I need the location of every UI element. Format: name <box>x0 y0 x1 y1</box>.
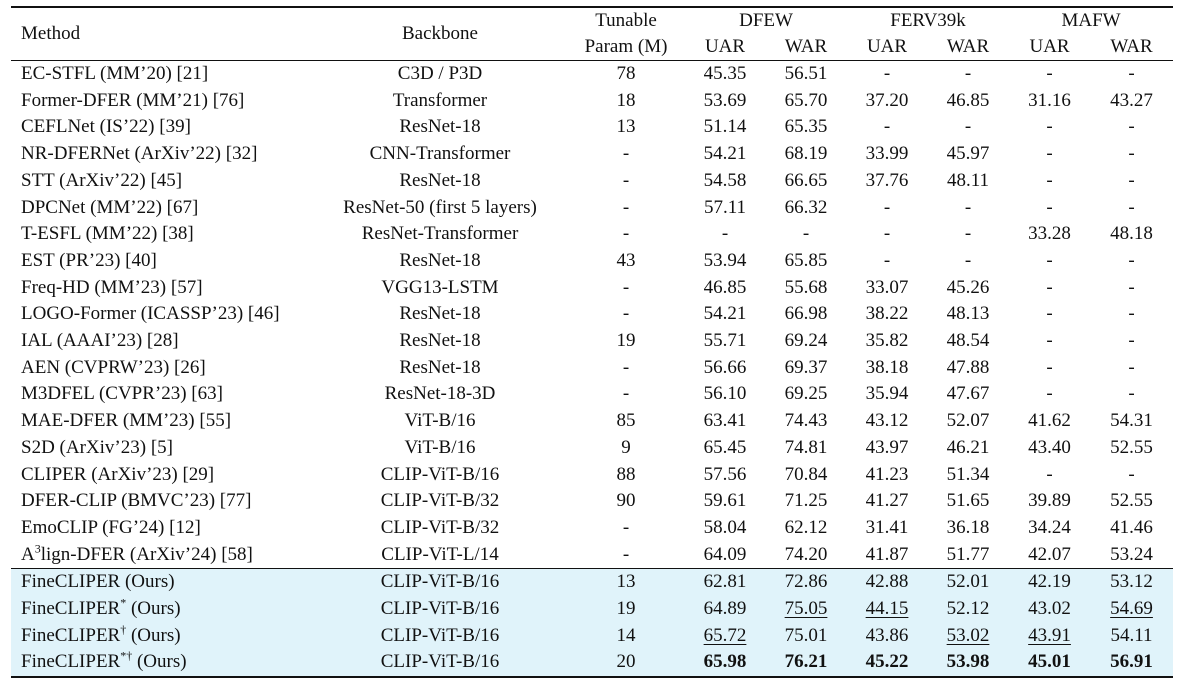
header-dataset-mafw: MAFW <box>1061 10 1121 31</box>
dfew-uar <box>685 569 765 596</box>
backbone: ResNet-18-3D <box>384 383 496 405</box>
backbone: CLIP-ViT-B/32 <box>380 516 500 538</box>
mafw-uar: - <box>1046 169 1053 191</box>
score-value: 62.81 <box>703 571 747 593</box>
backbone: ResNet-50 (first 5 layers) <box>343 196 537 218</box>
tunable-params: - <box>622 223 630 245</box>
method-name: IAL (AAAI’23) [28] <box>21 330 179 352</box>
score-value: 45.22 <box>865 651 909 673</box>
dfew-uar <box>685 596 765 623</box>
dfew-uar: 56.10 <box>703 383 747 405</box>
tunable-params: 14 <box>567 623 685 650</box>
ferv39k-war: 52.07 <box>946 410 990 432</box>
mafw-uar <box>1009 596 1090 623</box>
mafw-uar: - <box>1046 249 1053 271</box>
ferv39k-war: 47.88 <box>946 356 990 378</box>
backbone: CLIP-ViT-B/16 <box>313 569 567 596</box>
mafw-war: 52.55 <box>1110 436 1153 458</box>
ferv39k-uar: 37.76 <box>865 169 909 191</box>
ferv39k-uar <box>847 623 927 650</box>
mafw-uar: - <box>1046 143 1053 165</box>
dfew-war: 74.20 <box>784 543 828 565</box>
mafw-war: - <box>1128 196 1135 218</box>
dfew-war: - <box>802 223 810 245</box>
score-value: 42.19 <box>1028 571 1071 593</box>
dfew-war: 70.84 <box>784 463 828 485</box>
score-value: 53.12 <box>1110 571 1153 593</box>
ours-label: (Ours) <box>126 598 181 620</box>
mafw-war: - <box>1128 330 1135 352</box>
tunable-params: - <box>622 383 630 405</box>
ferv39k-uar: 31.41 <box>865 516 909 538</box>
mafw-uar: - <box>1046 463 1053 485</box>
ferv39k-uar <box>847 596 927 623</box>
dfew-war: 68.19 <box>784 143 828 165</box>
tunable-params: - <box>622 356 630 378</box>
mafw-uar <box>1009 623 1090 650</box>
dfew-war: 56.51 <box>784 63 828 84</box>
table-row <box>11 355 1173 382</box>
ferv39k-uar: 41.87 <box>865 543 909 565</box>
backbone: ResNet-18 <box>399 169 481 191</box>
tunable-params: 78 <box>616 63 636 84</box>
ferv39k-uar: - <box>883 63 891 84</box>
dfew-uar: 55.71 <box>703 330 747 352</box>
ferv39k-war: 48.11 <box>947 169 990 191</box>
variant-marker: * <box>120 595 127 610</box>
ferv39k-war: 51.77 <box>946 543 990 565</box>
mafw-uar: - <box>1046 276 1053 298</box>
ferv39k-uar: 35.94 <box>865 383 909 405</box>
header-ferv39k-war: WAR <box>946 36 990 57</box>
ferv39k-uar <box>847 649 927 677</box>
score-value: 44.15 <box>865 598 909 620</box>
tunable-params: - <box>622 143 630 165</box>
score-value: 75.05 <box>784 598 828 620</box>
header-tunable: Tunable <box>595 10 657 31</box>
table-row <box>11 435 1173 462</box>
score-value: 43.91 <box>1028 624 1071 646</box>
table-row <box>11 381 1173 408</box>
dfew-war: 69.37 <box>784 356 828 378</box>
mafw-war: 41.46 <box>1110 516 1153 538</box>
backbone: C3D / P3D <box>397 63 483 84</box>
backbone: ViT-B/16 <box>404 436 476 458</box>
dfew-war: 62.12 <box>784 516 828 538</box>
ferv39k-uar: - <box>883 223 891 245</box>
dfew-war: 65.35 <box>784 116 828 138</box>
dfew-uar: 65.45 <box>703 436 747 458</box>
ours-label: (Ours) <box>132 651 187 673</box>
method-name-base: FineCLIPER <box>21 651 121 673</box>
ours-rows <box>11 569 1173 677</box>
mafw-war: - <box>1128 463 1135 485</box>
mafw-uar: 39.89 <box>1028 490 1071 512</box>
ferv39k-war: - <box>964 196 972 218</box>
mafw-uar <box>1009 649 1090 677</box>
method-name <box>11 649 313 677</box>
ours-label: (Ours) <box>126 624 181 646</box>
tunable-params: 88 <box>616 463 636 485</box>
mafw-uar: 33.28 <box>1028 223 1071 245</box>
comparison-table <box>11 6 1173 678</box>
dfew-war: 65.70 <box>784 89 828 111</box>
method-name-base: FineCLIPER <box>21 598 121 620</box>
backbone: ResNet-18 <box>399 356 481 378</box>
method-name: EST (PR’23) [40] <box>21 249 157 271</box>
table-row <box>11 408 1173 435</box>
table-row <box>11 515 1173 542</box>
dfew-war <box>765 649 847 677</box>
mafw-war <box>1090 649 1173 677</box>
dfew-war: 55.68 <box>784 276 828 298</box>
ferv39k-uar: 41.23 <box>865 463 909 485</box>
ours-label: (Ours) <box>120 571 175 593</box>
method-name: EC-STFL (MM’20) [21] <box>21 63 209 84</box>
table-row <box>11 221 1173 248</box>
dfew-uar <box>685 649 765 677</box>
ferv39k-war: 51.34 <box>946 463 990 485</box>
table-row <box>11 301 1173 328</box>
method-name <box>11 569 313 596</box>
variant-marker: † <box>120 622 127 637</box>
tunable-params: 20 <box>567 649 685 677</box>
table-row <box>11 328 1173 355</box>
dfew-uar: 53.94 <box>703 249 747 271</box>
ferv39k-war: 48.54 <box>946 330 990 352</box>
dfew-uar: 57.56 <box>703 463 747 485</box>
score-value: 43.86 <box>865 624 909 646</box>
dfew-war: 66.32 <box>784 196 828 218</box>
mafw-war <box>1090 596 1173 623</box>
score-value: 42.88 <box>865 571 909 593</box>
tunable-params: 9 <box>621 436 631 458</box>
backbone: ResNet-18 <box>399 303 481 325</box>
mafw-uar: - <box>1046 196 1053 218</box>
method-name: M3DFEL (CVPR’23) [63] <box>21 383 223 405</box>
mafw-war: 54.31 <box>1110 410 1153 432</box>
table-row <box>11 462 1173 489</box>
ferv39k-uar: 33.07 <box>865 276 909 298</box>
method-name-suffix: lign-DFER (ArXiv’24) [58] <box>40 543 253 565</box>
dfew-war <box>765 596 847 623</box>
header-mafw-uar: UAR <box>1029 36 1070 57</box>
mafw-uar: - <box>1046 356 1053 378</box>
ferv39k-war: 46.21 <box>946 436 990 458</box>
dfew-uar <box>685 623 765 650</box>
header-dfew-war: WAR <box>784 36 828 57</box>
ferv39k-war <box>927 569 1009 596</box>
tunable-params: 43 <box>616 249 636 271</box>
tunable-params: - <box>622 516 630 538</box>
dfew-war <box>765 569 847 596</box>
header-ferv39k-uar: UAR <box>866 36 908 57</box>
backbone: Transformer <box>392 89 488 111</box>
score-value: 56.91 <box>1110 651 1153 673</box>
method-name: NR-DFERNet (ArXiv’22) [32] <box>21 143 258 165</box>
header-dataset-dfew: DFEW <box>739 10 793 31</box>
score-value: 43.02 <box>1028 598 1071 620</box>
dfew-war: 74.81 <box>784 436 828 458</box>
dfew-uar: 59.61 <box>703 490 747 512</box>
table-row-ours <box>11 569 1173 596</box>
mafw-war: 53.24 <box>1110 543 1153 565</box>
method-name: LOGO-Former (ICASSP’23) [46] <box>21 303 280 325</box>
mafw-uar: 34.24 <box>1028 516 1071 538</box>
tunable-params: - <box>622 276 630 298</box>
header-dfew-uar: UAR <box>704 36 746 57</box>
mafw-war: 43.27 <box>1110 89 1153 111</box>
method-name-superscript: 3 <box>34 541 41 556</box>
score-value: 52.01 <box>946 571 990 593</box>
dfew-war: 69.25 <box>784 383 828 405</box>
ferv39k-war: - <box>964 223 972 245</box>
tunable-params: 13 <box>567 569 685 596</box>
dfew-war: 66.98 <box>784 303 828 325</box>
dfew-war <box>765 623 847 650</box>
table-row <box>11 141 1173 168</box>
tunable-params: 18 <box>616 89 636 111</box>
ferv39k-uar <box>847 569 927 596</box>
header-mafw-war: WAR <box>1110 36 1153 57</box>
ferv39k-war <box>927 649 1009 677</box>
mafw-uar: 43.40 <box>1028 436 1071 458</box>
mafw-war: - <box>1128 249 1135 271</box>
ferv39k-war: 46.85 <box>946 89 990 111</box>
backbone: CLIP-ViT-L/14 <box>381 543 499 565</box>
tunable-params: 19 <box>616 330 636 352</box>
table-row <box>11 275 1173 302</box>
dfew-uar: 63.41 <box>703 410 747 432</box>
table-row-ours <box>11 596 1173 623</box>
method-name: S2D (ArXiv’23) [5] <box>21 436 173 458</box>
dfew-uar: 56.66 <box>703 356 747 378</box>
score-value: 54.69 <box>1110 598 1153 620</box>
backbone: CLIP-ViT-B/16 <box>313 596 567 623</box>
method-name: CLIPER (ArXiv’23) [29] <box>21 463 215 485</box>
header-dataset-ferv39k: FERV39k <box>890 10 966 31</box>
table-row <box>11 88 1173 115</box>
method-name: DPCNet (MM’22) [67] <box>21 196 199 218</box>
method-name: AEN (CVPRW’23) [26] <box>21 356 206 378</box>
table-row <box>11 195 1173 222</box>
score-value: 65.72 <box>703 624 747 646</box>
ferv39k-uar: 38.22 <box>865 303 909 325</box>
mafw-uar: - <box>1046 63 1053 84</box>
dfew-uar: 54.21 <box>703 143 747 165</box>
results-table-container <box>11 6 1173 678</box>
score-value: 52.12 <box>946 598 990 620</box>
score-value: 54.11 <box>1110 624 1153 646</box>
ferv39k-war <box>927 596 1009 623</box>
dfew-war: 71.25 <box>784 490 828 512</box>
ferv39k-uar: 37.20 <box>865 89 909 111</box>
mafw-war: - <box>1128 276 1135 298</box>
dfew-uar: 54.21 <box>703 303 747 325</box>
method-name <box>11 542 313 569</box>
score-value: 76.21 <box>784 651 828 673</box>
method-name: EmoCLIP (FG’24) [12] <box>21 516 201 538</box>
tunable-params: 13 <box>616 116 636 138</box>
header-param: Param (M) <box>584 36 668 57</box>
header-backbone: Backbone <box>313 7 567 61</box>
ferv39k-war: 48.13 <box>946 303 990 325</box>
dfew-uar: 58.04 <box>703 516 747 538</box>
table-row-ours <box>11 623 1173 650</box>
score-value: 72.86 <box>784 571 828 593</box>
mafw-war <box>1090 569 1173 596</box>
score-value: 45.01 <box>1028 651 1071 673</box>
backbone: CLIP-ViT-B/32 <box>380 490 500 512</box>
dfew-war: 66.65 <box>784 169 828 191</box>
dfew-war: 69.24 <box>784 330 828 352</box>
table-row <box>11 248 1173 275</box>
dfew-uar: - <box>721 223 729 245</box>
score-value: 53.98 <box>946 651 990 673</box>
mafw-war: - <box>1128 383 1135 405</box>
score-value: 53.02 <box>946 624 990 646</box>
dfew-uar: 46.85 <box>703 276 747 298</box>
table-row <box>11 542 1173 569</box>
method-name: MAE-DFER (MM’23) [55] <box>21 410 232 432</box>
mafw-uar: - <box>1046 116 1053 138</box>
tunable-params: - <box>622 196 630 218</box>
ferv39k-uar: - <box>883 249 891 271</box>
table-header <box>11 7 1173 61</box>
ferv39k-uar: 35.82 <box>865 330 909 352</box>
mafw-uar: - <box>1046 303 1053 325</box>
tunable-params: 90 <box>616 490 636 512</box>
ferv39k-war: - <box>964 249 972 271</box>
dfew-uar: 64.09 <box>703 543 747 565</box>
dfew-war: 74.43 <box>784 410 828 432</box>
method-name-prefix: A <box>21 543 35 565</box>
backbone: CNN-Transformer <box>369 143 511 165</box>
ferv39k-uar: 43.12 <box>865 410 909 432</box>
ferv39k-war: 36.18 <box>946 516 990 538</box>
tunable-params: - <box>622 303 630 325</box>
method-name <box>11 623 313 650</box>
tunable-params: 19 <box>567 596 685 623</box>
mafw-war: - <box>1128 63 1135 84</box>
dfew-war: 65.85 <box>784 249 828 271</box>
ferv39k-war: - <box>964 116 972 138</box>
baseline-rows <box>11 61 1173 569</box>
table-row <box>11 114 1173 141</box>
ferv39k-war: 51.65 <box>946 490 990 512</box>
method-name <box>11 596 313 623</box>
mafw-war: - <box>1128 356 1135 378</box>
mafw-uar: 41.62 <box>1028 410 1071 432</box>
mafw-war: 52.55 <box>1110 490 1153 512</box>
method-name: STT (ArXiv’22) [45] <box>21 169 183 191</box>
ferv39k-uar: 38.18 <box>865 356 909 378</box>
mafw-uar: 31.16 <box>1028 89 1071 111</box>
ferv39k-uar: 43.97 <box>865 436 909 458</box>
backbone: VGG13-LSTM <box>381 276 499 298</box>
method-name: Former-DFER (MM’21) [76] <box>21 89 245 111</box>
mafw-war <box>1090 623 1173 650</box>
backbone: ResNet-18 <box>399 330 481 352</box>
mafw-war: - <box>1128 143 1135 165</box>
score-value: 64.89 <box>703 598 747 620</box>
mafw-war: 48.18 <box>1110 223 1153 245</box>
table-row <box>11 61 1173 88</box>
dfew-uar: 51.14 <box>703 116 747 138</box>
dfew-uar: 57.11 <box>703 196 747 218</box>
method-name-base: FineCLIPER <box>21 571 121 593</box>
dfew-uar: 53.69 <box>703 89 747 111</box>
method-name: Freq-HD (MM’23) [57] <box>21 276 203 298</box>
method-name-base: FineCLIPER <box>21 624 121 646</box>
method-name: T-ESFL (MM’22) [38] <box>21 223 194 245</box>
ferv39k-war: 47.67 <box>946 383 990 405</box>
dfew-uar: 45.35 <box>703 63 747 84</box>
header-method: Method <box>11 7 313 61</box>
variant-marker: *† <box>120 649 133 664</box>
ferv39k-uar: 41.27 <box>865 490 909 512</box>
mafw-uar: 42.07 <box>1028 543 1071 565</box>
method-name: DFER-CLIP (BMVC’23) [77] <box>21 490 252 512</box>
backbone: ViT-B/16 <box>404 410 476 432</box>
ferv39k-war: 45.97 <box>946 143 990 165</box>
method-name: CEFLNet (IS’22) [39] <box>21 116 191 138</box>
mafw-war: - <box>1128 116 1135 138</box>
ferv39k-uar: 33.99 <box>865 143 909 165</box>
dfew-uar: 54.58 <box>703 169 747 191</box>
backbone: CLIP-ViT-B/16 <box>313 649 567 677</box>
ferv39k-uar: - <box>883 116 891 138</box>
mafw-war: - <box>1128 303 1135 325</box>
ferv39k-war: 45.26 <box>946 276 990 298</box>
mafw-uar: - <box>1046 330 1053 352</box>
backbone: ResNet-18 <box>399 116 481 138</box>
backbone: CLIP-ViT-B/16 <box>313 623 567 650</box>
score-value: 75.01 <box>784 624 828 646</box>
mafw-uar <box>1009 569 1090 596</box>
mafw-war: - <box>1128 169 1135 191</box>
table-row-ours <box>11 649 1173 677</box>
tunable-params: - <box>622 543 630 565</box>
backbone: CLIP-ViT-B/16 <box>380 463 500 485</box>
mafw-uar: - <box>1046 383 1053 405</box>
table-row <box>11 168 1173 195</box>
ferv39k-war: - <box>964 63 972 84</box>
tunable-params: - <box>622 169 630 191</box>
backbone: ResNet-18 <box>399 249 481 271</box>
ferv39k-uar: - <box>883 196 891 218</box>
table-row <box>11 488 1173 515</box>
backbone: ResNet-Transformer <box>361 223 519 245</box>
score-value: 65.98 <box>703 651 747 673</box>
ferv39k-war <box>927 623 1009 650</box>
tunable-params: 85 <box>616 410 636 432</box>
